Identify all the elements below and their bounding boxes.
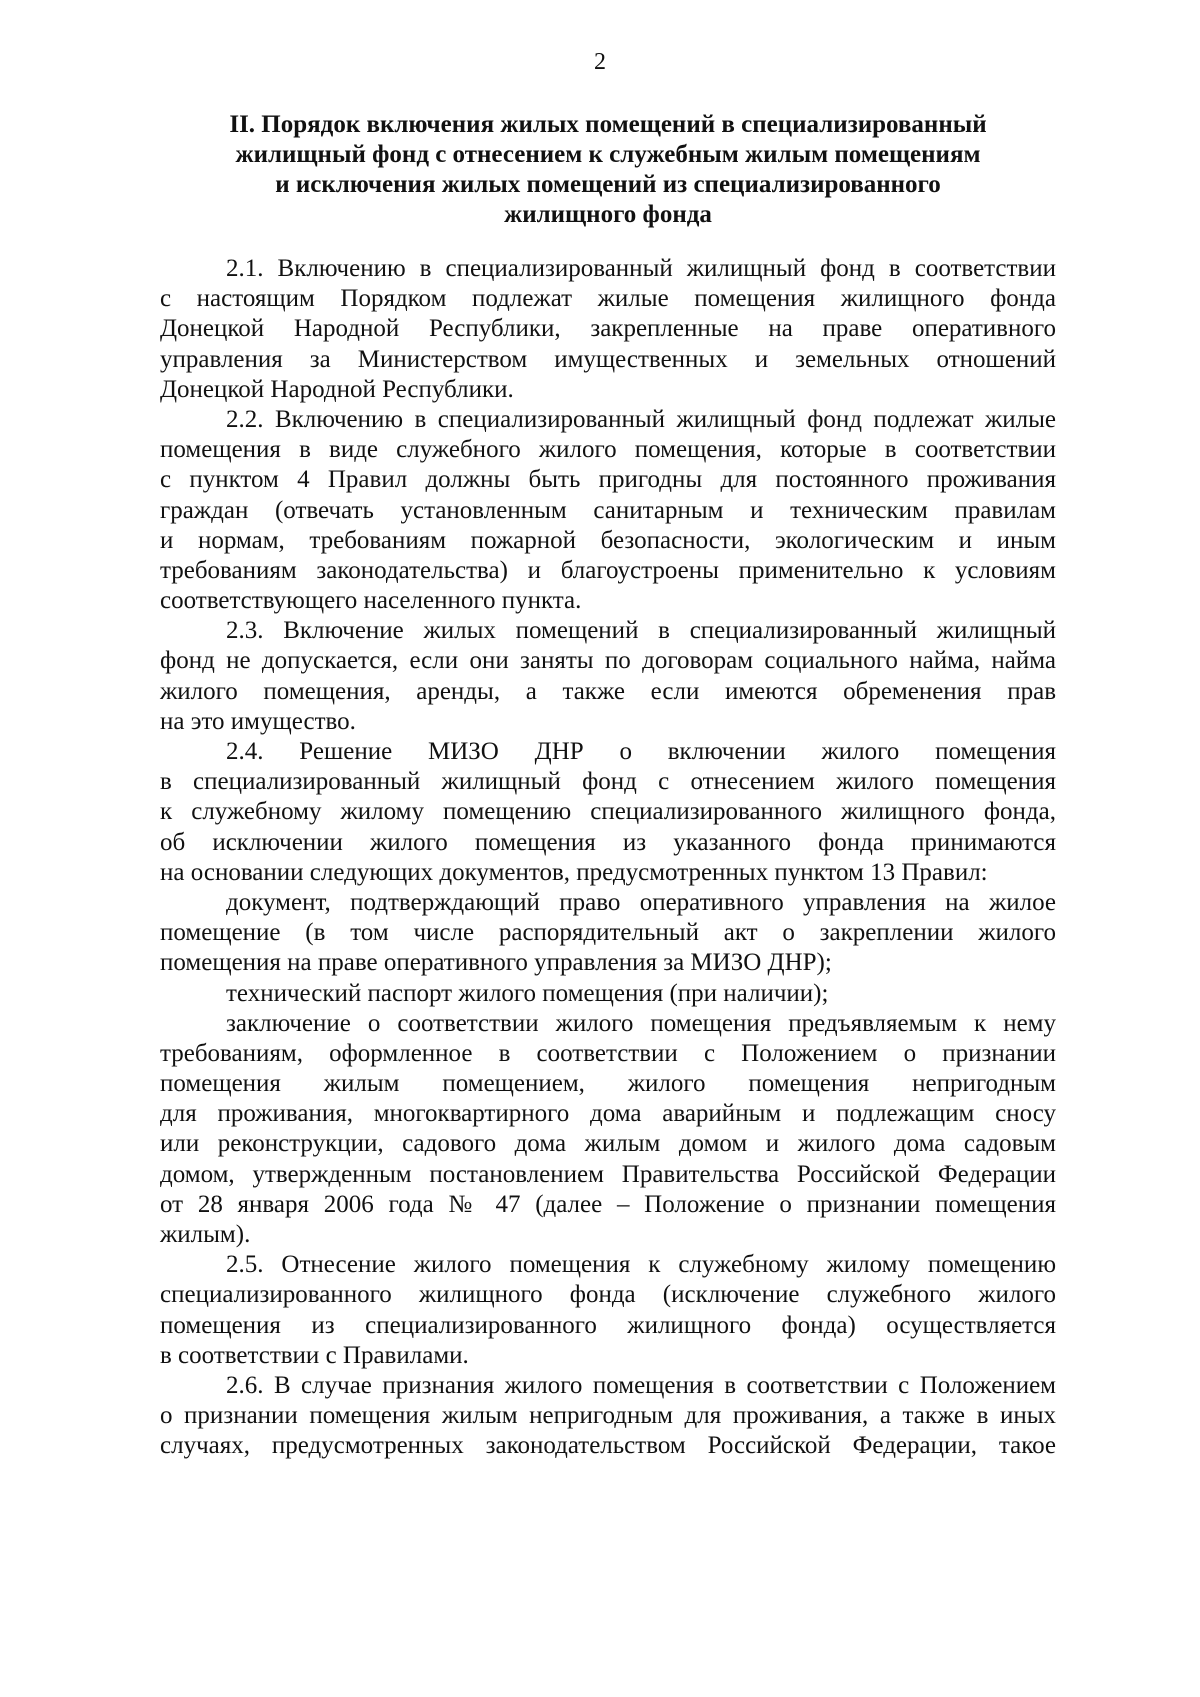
paragraph-line: и нормам, требованиям пожарной безопасности, экологическим и иным: [160, 526, 1056, 554]
paragraph-line: технический паспорт жилого помещения (при наличии);: [226, 979, 829, 1007]
paragraph-line: жилого помещения, аренды, а также если имеются обременения прав: [160, 677, 1056, 705]
paragraph: [160, 737, 1056, 888]
paragraph-line: 2.4. Решение МИЗО ДНР о включении жилого помещения: [226, 738, 1056, 765]
paragraph-line: Донецкой Народной Республики.: [160, 375, 514, 403]
paragraph-line: документ, подтверждающий право оперативного управления на жилое: [226, 888, 1056, 916]
paragraph-line: для проживания, многоквартирного дома аварийным и подлежащим сносу: [160, 1100, 1056, 1128]
paragraph-line: об исключении жилого помещения из указанного фонда принимаются: [160, 828, 1056, 856]
paragraph-line: в соответствии с Правилами.: [160, 1341, 469, 1369]
paragraph: [160, 888, 1056, 979]
paragraph: [160, 254, 1056, 405]
paragraph-line: Донецкой Народной Республики, закрепленные на праве оперативного: [160, 315, 1056, 343]
paragraph: [160, 405, 1056, 616]
section-title-line: жилищный фонд с отнесением к служебным жилым помещениям: [235, 141, 981, 168]
paragraph-line: 2.1. Включению в специализированный жилищный фонд в соответствии: [226, 255, 1056, 282]
paragraph-line: соответствующего населенного пункта.: [160, 587, 582, 615]
paragraph-line: с пунктом 4 Правил должны быть пригодны для постоянного проживания: [160, 466, 1056, 494]
section-title: [160, 110, 1056, 230]
page-number: 2: [594, 49, 606, 75]
paragraph: [160, 1371, 1056, 1462]
paragraph-line: помещение (в том числе распорядительный акт о закреплении жилого: [160, 919, 1056, 947]
paragraph-line: или реконструкции, садового дома жилым домом и жилого дома садовым: [160, 1130, 1056, 1158]
paragraph-line: 2.6. В случае признания жилого помещения в соответствии с Положением: [226, 1371, 1056, 1399]
section-title-line: жилищного фонда: [504, 201, 712, 228]
paragraph-line: управления за Министерством имущественных и земельных отношений: [160, 345, 1056, 373]
paragraph-line: о признании помещения жилым непригодным для проживания, а также в иных: [160, 1402, 1056, 1430]
paragraph-line: от 28 января 2006 года № 47 (далее – Положение о признании помещения: [160, 1190, 1056, 1218]
paragraph-line: домом, утвержденным постановлением Правительства Российской Федерации: [160, 1160, 1056, 1188]
paragraph-line: фонд не допускается, если они заняты по договорам социального найма, найма: [160, 647, 1056, 675]
paragraph-line: требованиям, оформленное в соответствии с Положением о признании: [160, 1039, 1056, 1067]
document-body: [160, 254, 1056, 1462]
paragraph: [160, 1009, 1056, 1251]
paragraph-line: помещения на праве оперативного управления за МИЗО ДНР);: [160, 949, 832, 977]
section-title-line: и исключения жилых помещений из специализированного: [275, 171, 941, 198]
paragraph-line: помещения из специализированного жилищного фонда) осуществляется: [160, 1311, 1056, 1339]
paragraph-line: 2.2. Включению в специализированный жилищный фонд подлежат жилые: [226, 405, 1056, 433]
paragraph: [160, 616, 1056, 737]
paragraph-line: на основании следующих документов, предусмотренных пунктом 13 Правил:: [160, 858, 988, 886]
paragraph: [160, 1250, 1056, 1371]
paragraph-line: требованиям законодательства) и благоустроены применительно к условиям: [160, 556, 1056, 584]
paragraph-line: на это имущество.: [160, 707, 356, 735]
paragraph-line: в специализированный жилищный фонд с отнесением жилого помещения: [160, 768, 1056, 796]
paragraph-line: помещения жилым помещением, жилого помещения непригодным: [160, 1070, 1056, 1098]
paragraph-line: специализированного жилищного фонда (исключение служебного жилого: [160, 1281, 1056, 1309]
paragraph-line: 2.5. Отнесение жилого помещения к служебному жилому помещению: [226, 1251, 1056, 1279]
paragraph-line: граждан (отвечать установленным санитарным и техническим правилам: [160, 496, 1056, 524]
paragraph-line: к служебному жилому помещению специализированного жилищного фонда,: [160, 798, 1056, 826]
paragraph-line: 2.3. Включение жилых помещений в специализированный жилищный: [226, 617, 1056, 645]
paragraph-line: заключение о соответствии жилого помещения предъявляемым к нему: [226, 1009, 1056, 1037]
paragraph-line: случаях, предусмотренных законодательством Российской Федерации, такое: [160, 1432, 1056, 1460]
paragraph-line: помещения в виде служебного жилого помещения, которые в соответствии: [160, 436, 1056, 464]
paragraph-line: с настоящим Порядком подлежат жилые помещения жилищного фонда: [160, 285, 1056, 313]
paragraph-line: жилым).: [160, 1221, 251, 1248]
paragraph: [160, 979, 1056, 1009]
section-title-line: II. Порядок включения жилых помещений в специализированный: [229, 111, 987, 138]
